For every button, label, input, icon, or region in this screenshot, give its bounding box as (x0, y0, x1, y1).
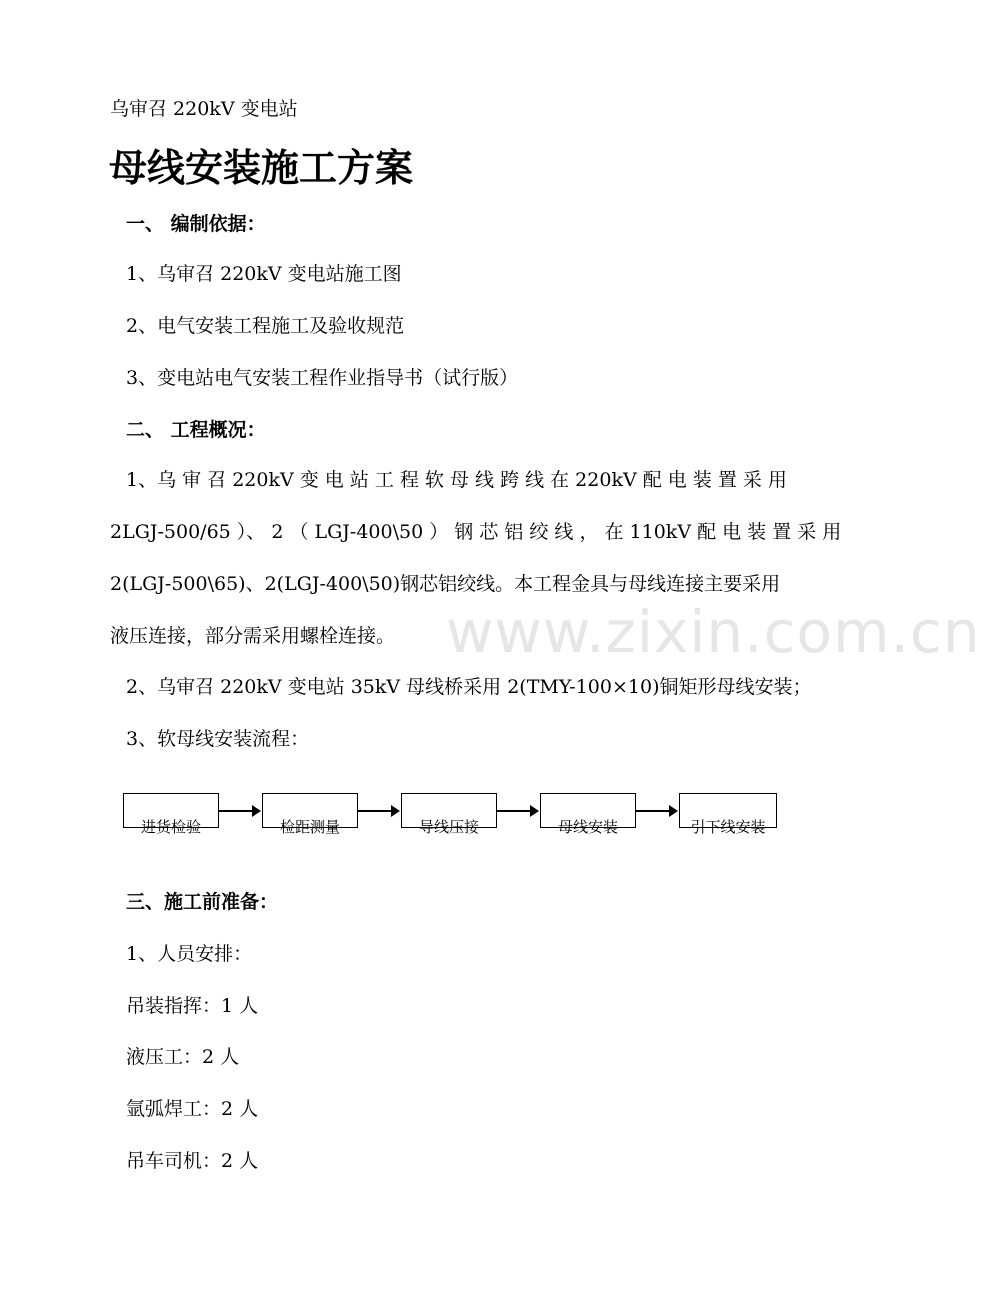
flow-step-3-label: 导线压接 (418, 818, 479, 836)
overview-line-2: 2LGJ-500/65 ）、 2 （ LGJ-400\50 ） 钢 芯 铝 绞 线 ， 在 110kV 配 电 装 置 采 用 (110, 521, 842, 543)
flow-arrow-4 (636, 810, 676, 812)
overview-item-2: 2、乌审召 220kV 变电站 35kV 母线桥采用 2(TMY-100×10)铜矩形母线安装； (126, 676, 812, 698)
document-title: 母线安装施工方案 (109, 146, 414, 190)
basis-item-1: 1、乌审召 220kV 变电站施工图 (126, 263, 402, 285)
overview-line-1: 1、乌 审 召 220kV 变 电 站 工 程 软 母 线 跨 线 在 220kV 配 电 装 置 采 用 (126, 469, 787, 491)
flow-step-4-label: 母线安装 (557, 818, 618, 836)
section3-heading: 三、施工前准备： (126, 891, 279, 913)
document-subtitle: 乌审召 220kV 变电站 (110, 98, 298, 120)
overview-line-4: 液压连接，部分需采用螺栓连接。 (110, 625, 396, 647)
staff-item-2: 液压工：2 人 (126, 1046, 240, 1068)
flow-step-2 (262, 793, 358, 836)
flow-step-5 (679, 793, 777, 836)
flow-step-1 (123, 793, 219, 836)
basis-item-3: 3、变电站电气安装工程作业指导书（试行版） (126, 367, 519, 389)
flow-arrow-3 (497, 810, 537, 812)
flow-step-2-label: 检距测量 (279, 818, 340, 836)
section2-heading: 二、 工程概况： (126, 419, 266, 441)
staff-item-4: 吊车司机：2 人 (126, 1150, 259, 1172)
flow-step-1-label: 进货检验 (140, 818, 201, 836)
overview-item-3: 3、软母线安装流程： (126, 728, 310, 750)
basis-item-2: 2、电气安装工程施工及验收规范 (126, 315, 405, 337)
section1-heading: 一、 编制依据： (126, 213, 266, 235)
flow-step-5-label: 引下线安装 (690, 818, 766, 836)
flow-step-4 (540, 793, 636, 836)
staffing-heading: 1、人员安排： (126, 943, 253, 965)
staff-item-3: 氩弧焊工：2 人 (126, 1098, 259, 1120)
flow-arrow-1 (219, 810, 259, 812)
watermark: www.zixin.com.cn (446, 598, 981, 666)
flow-arrow-2 (358, 810, 398, 812)
flow-step-3 (401, 793, 497, 836)
overview-line-3: 2(LGJ-500\65)、2(LGJ-400\50)钢芯铝绞线。本工程金具与母线连接主要采用 (110, 573, 781, 595)
staff-item-1: 吊装指挥：1 人 (126, 995, 259, 1017)
